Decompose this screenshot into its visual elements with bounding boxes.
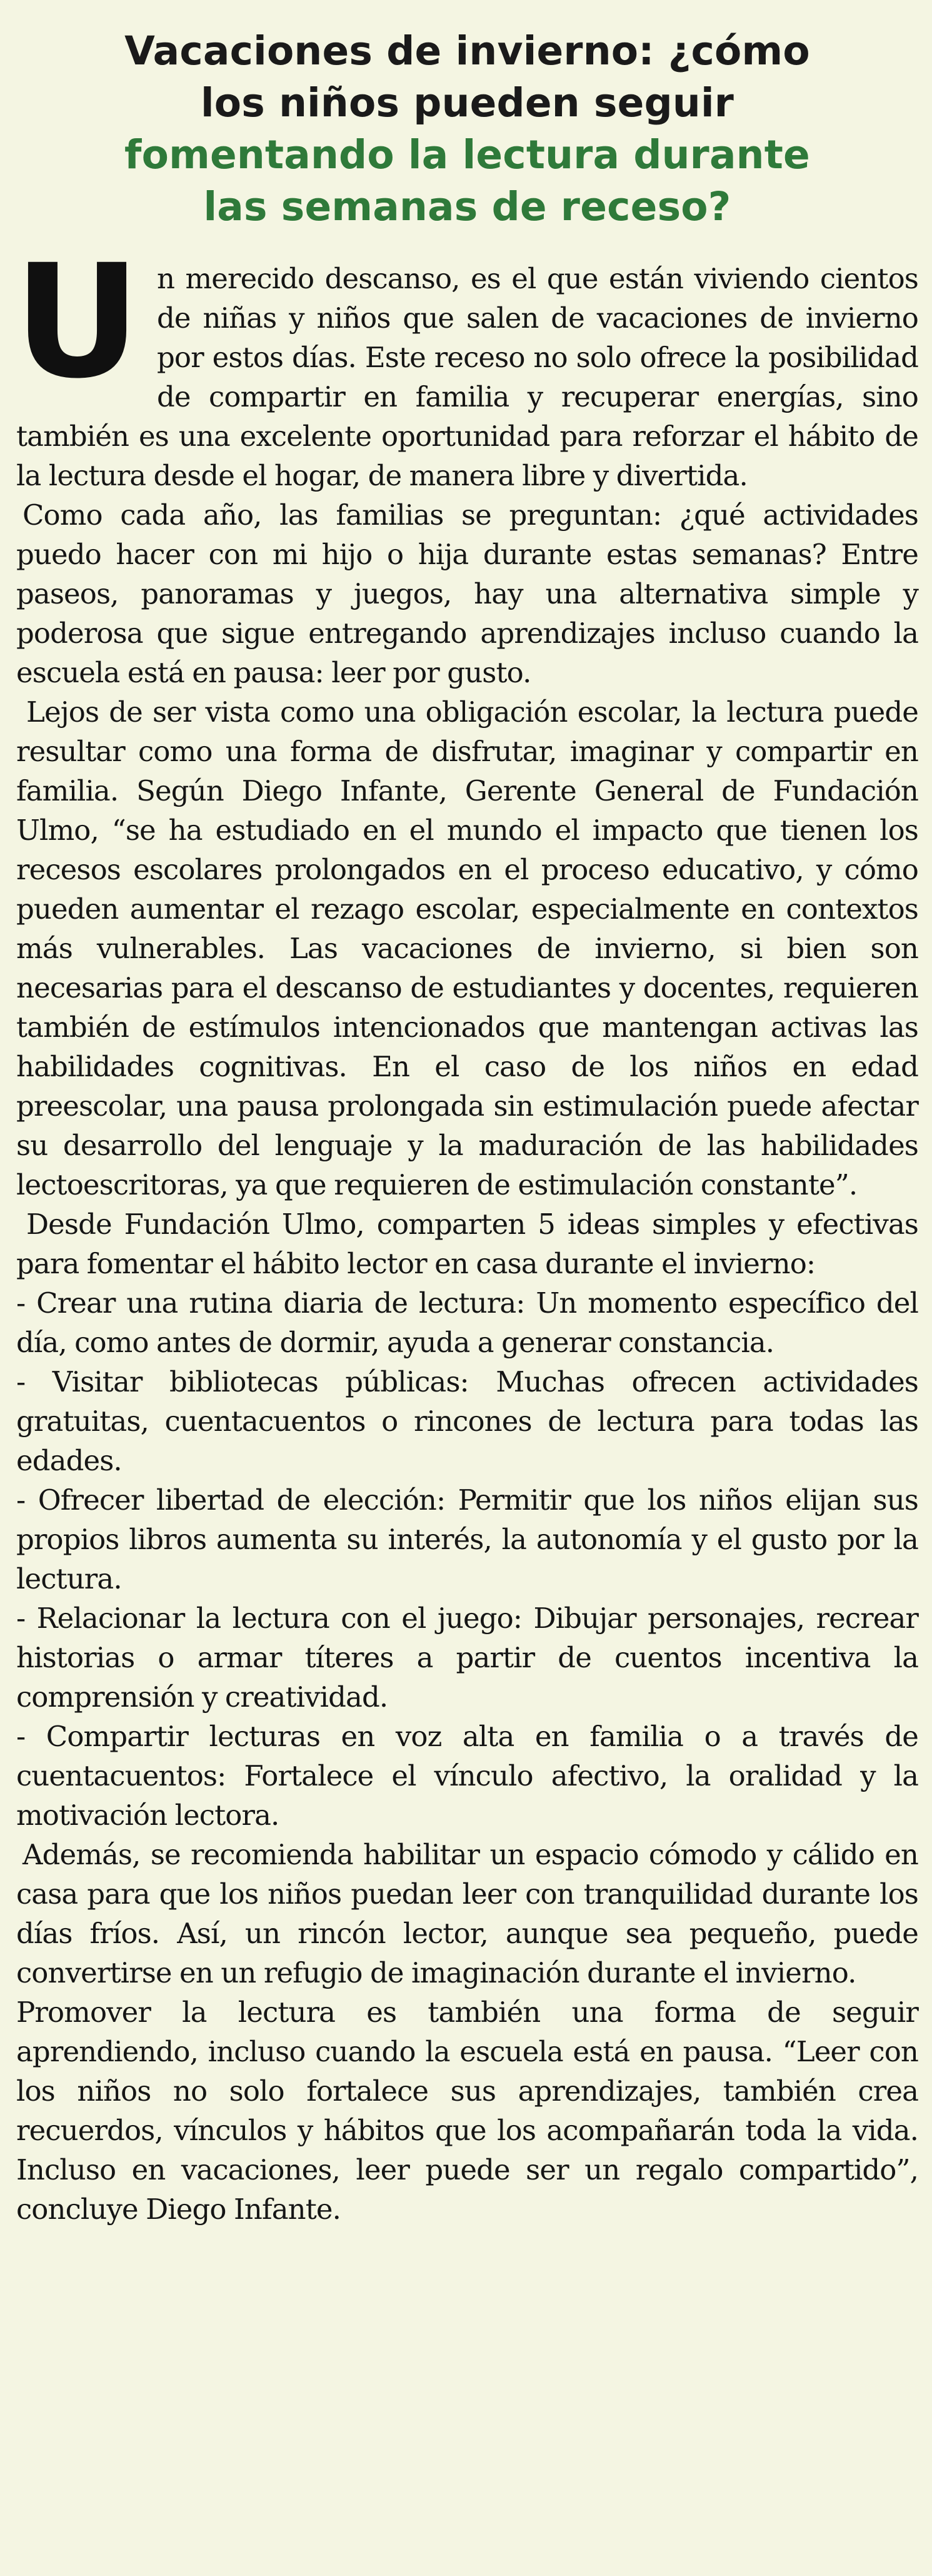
headline-line-1: Vacaciones de invierno: ¿cómo [124, 28, 810, 74]
headline-line-4: las semanas de receso? [203, 184, 731, 230]
headline-line-2: los niños pueden seguir [200, 80, 734, 126]
tip-item: - Visitar bibliotecas públicas: Muchas ofrecen actividades gratuitas, cuentacuentos o rincones de lectura para todas las edades. [16, 1365, 918, 1477]
tip-item: - Relacionar la lectura con el juego: Dibujar personajes, recrear historias o armar títeres a partir de cuentos incentiva la comprensión y creatividad. [16, 1602, 918, 1714]
tip-item: - Compartir lecturas en voz alta en familia o a través de cuentacuentos: Fortalece el vínculo afectivo, la oralidad y la motivación lectora. [16, 1720, 918, 1832]
headline-line-3: fomentando la lectura durante [124, 132, 810, 178]
paragraph-5: Además, se recomienda habilitar un espacio cómodo y cálido en casa para que los niños puedan leer con tranquilidad durante los días fríos. Así, un rincón lector, aunque sea pequeño, puede convertirse en un refugio de imaginación durante el invierno. [16, 1838, 918, 1989]
paragraph-6: Promover la lectura es también una forma de seguir aprendiendo, incluso cuando la escuela está en pausa. “Leer con los niños no solo fortalece sus aprendizajes, también crea recuerdos, vínculos y hábitos que los acompañarán toda la vida. Incluso en vacaciones, leer puede ser un regalo compartido”, concluye Diego Infante. [16, 1996, 918, 2226]
paragraph-3: Lejos de ser vista como una obligación escolar, la lectura puede resultar como una forma de disfrutar, imaginar y compartir en familia. Según Diego Infante, Gerente General de Fundación Ulmo, “se ha estudiado en el mundo el impacto que tienen los recesos escolares prolongados en el proceso educativo, y cómo pueden aumentar el rezago escolar, especialmente en contextos más vulnerables. Las vacaciones de invierno, si bien son necesarias para el descanso de estudiantes y docentes, requieren también de estímulos intencionados que mantengan activas las habilidades cognitivas. En el caso de los niños en edad preescolar, una pausa prolongada sin estimulación puede afectar su desarrollo del lenguaje y la maduración de las habilidades lectoescritoras, ya que requieren de estimulación constante”. [16, 695, 918, 1201]
paragraph-2: Como cada año, las familias se preguntan: ¿qué actividades puedo hacer con mi hijo o hija durante estas semanas? Entre paseos, panoramas y juegos, hay una alternativa simple y poderosa que sigue entregando aprendizajes incluso cuando la escuela está en pausa: leer por gusto. [16, 498, 918, 689]
article-body [14, 231, 918, 2229]
tip-item: - Crear una rutina diaria de lectura: Un momento específico del día, como antes de dormir, ayuda a generar constancia. [16, 1286, 918, 1359]
paragraph-intro-text: n merecido descanso, es el que están viviendo cientos de niñas y niños que salen de vacaciones de invierno por estos días. Este receso no solo ofrece la posibilidad de compartir en familia y recuperar energías, sino también es una excelente oportunidad para reforzar el hábito de la lectura desde el hogar, de manera libre y divertida. [16, 262, 918, 492]
paragraph-intro [14, 231, 918, 495]
tip-item: - Ofrecer libertad de elección: Permitir que los niños elijan sus propios libros aumenta su interés, la autonomía y el gusto por la lectura. [16, 1483, 918, 1595]
drop-cap: U [14, 231, 141, 413]
paragraph-4: Desde Fundación Ulmo, comparten 5 ideas simples y efectivas para fomentar el hábito lector en casa durante el invierno: [16, 1208, 918, 1280]
headline [16, 25, 918, 233]
